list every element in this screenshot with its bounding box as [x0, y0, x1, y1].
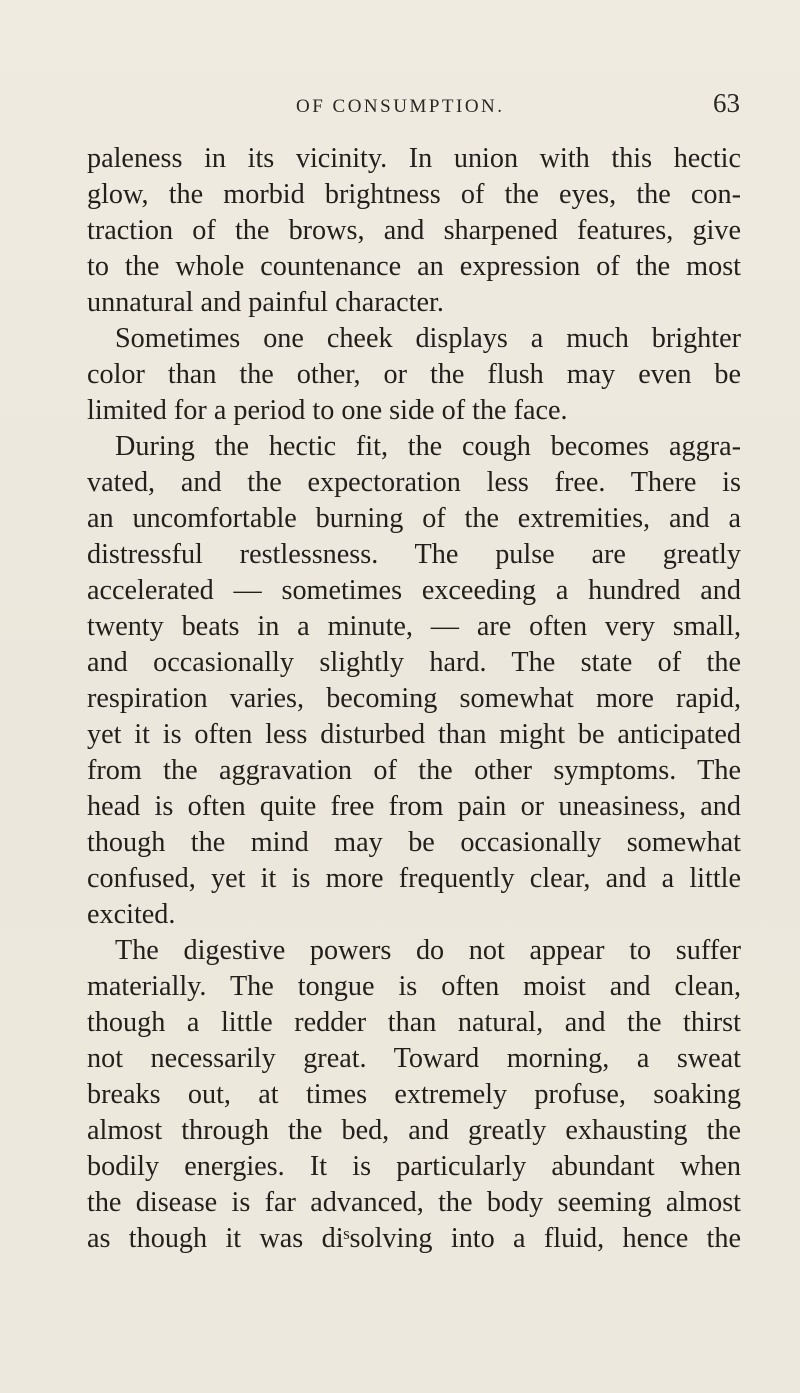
text-line: the disease is far advanced, the body seeming almost [87, 1187, 741, 1218]
text-line: limited for a period to one side of the face. [87, 395, 568, 426]
text-line: twenty beats in a minute, — are often very small, [87, 611, 741, 642]
text-line: The digestive powers do not appear to suffer [115, 935, 741, 966]
text-line: glow, the morbid brightness of the eyes, the con- [87, 179, 741, 210]
text-line: During the hectic fit, the cough becomes aggra- [115, 431, 741, 462]
running-head [86, 88, 740, 126]
text-line: head is often quite free from pain or uneasiness, and [87, 791, 741, 822]
text-line: yet it is often less disturbed than might be anticipated [87, 719, 741, 750]
text-line: not necessarily great. Toward morning, a sweat [87, 1043, 741, 1074]
text-line: traction of the brows, and sharpened features, give [87, 215, 741, 246]
text-line: and occasionally slightly hard. The state of the [87, 647, 741, 678]
text-line: almost through the bed, and greatly exhausting the [87, 1115, 741, 1146]
text-line: accelerated — sometimes exceeding a hundred and [87, 575, 741, 606]
text-line: excited. [87, 899, 176, 930]
text-line: paleness in its vicinity. In union with this hectic [87, 143, 741, 174]
text-line: color than the other, or the flush may even be [87, 359, 741, 390]
text-line: from the aggravation of the other symptoms. The [87, 755, 741, 786]
text-line: vated, and the expectoration less free. There is [87, 467, 741, 498]
text-line: respiration varies, becoming somewhat more rapid, [87, 683, 741, 714]
page-number: 63 [713, 88, 740, 118]
text-line: an uncomfortable burning of the extremities, and a [87, 503, 741, 534]
text-line: breaks out, at times extremely profuse, soaking [87, 1079, 741, 1110]
text-line: as though it was diˢsolving into a fluid, hence the [87, 1223, 741, 1254]
text-line: confused, yet it is more frequently clear, and a little [87, 863, 741, 894]
running-title: OF CONSUMPTION. [296, 96, 505, 117]
text-line: Sometimes one cheek displays a much brighter [115, 323, 741, 354]
body-text [87, 141, 741, 1257]
text-line: though a little redder than natural, and the thirst [87, 1007, 741, 1038]
text-line: distressful restlessness. The pulse are greatly [87, 539, 741, 570]
text-line: though the mind may be occasionally somewhat [87, 827, 741, 858]
text-line: materially. The tongue is often moist and clean, [87, 971, 741, 1002]
text-line: to the whole countenance an expression of the most [87, 251, 741, 282]
text-line: unnatural and painful character. [87, 287, 444, 318]
text-line: bodily energies. It is particularly abundant when [87, 1151, 741, 1182]
